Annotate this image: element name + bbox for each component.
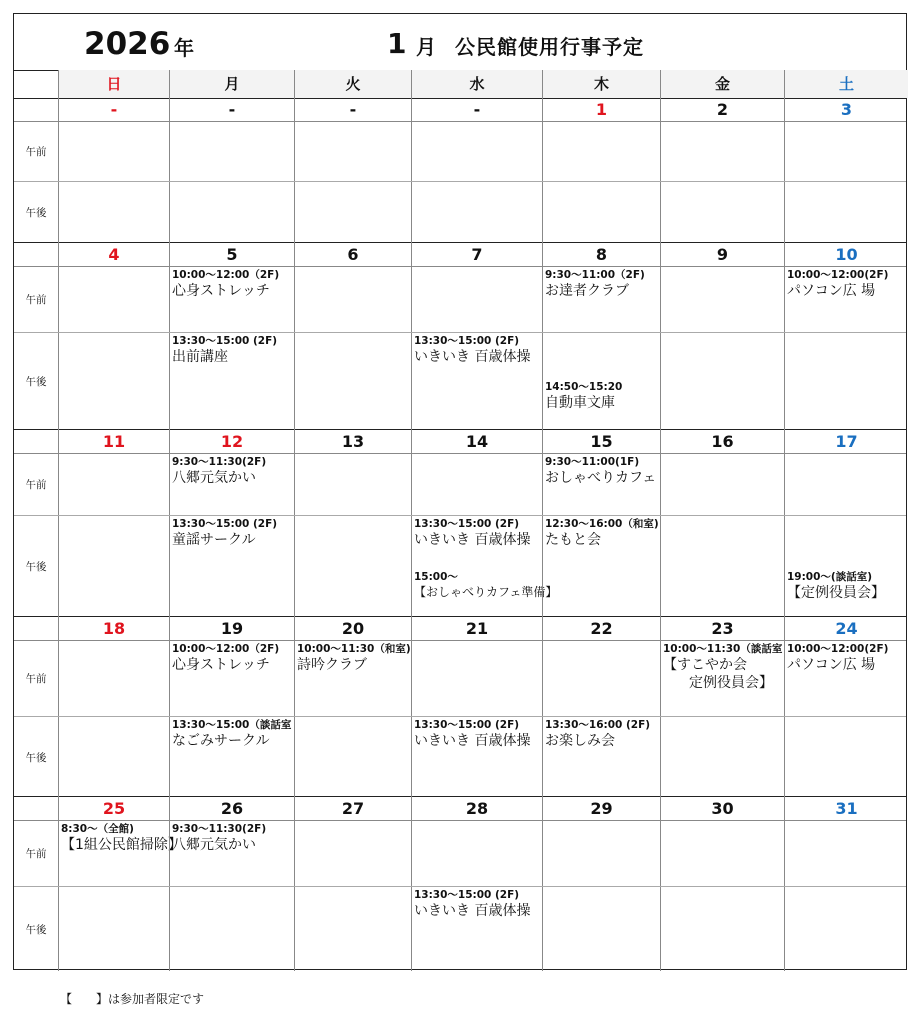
date-cell: 19 [169,617,294,641]
date-cell: 10 [784,243,908,267]
event-time: 10:00～12:00（2F) [172,269,280,281]
event-entry [787,269,888,300]
event-time: 10:00～12:00（2F) [172,643,280,655]
event-time: 13:30～16:00 (2F) [545,719,651,731]
date-cell: 20 [294,617,411,641]
event-name: 八郷元気かい [172,470,256,486]
event-name: 【おしゃべりカフェ準備】 [414,585,558,599]
afternoon-slot-row [14,887,906,971]
afternoon-slot-row [14,333,906,430]
date-cell: 17 [784,430,908,454]
weekday-header-5: 金 [660,70,784,98]
schedule-cell [542,516,660,617]
date-cell: 14 [411,430,542,454]
schedule-cell [411,641,542,716]
date-cell: - [411,98,542,122]
date-cell: 21 [411,617,542,641]
event-time: 15:00～ [414,571,458,583]
event-name: いきいき 百歳体操 [414,733,531,749]
schedule-cell [411,333,542,430]
event-time: 9:30～11:30(2F) [172,823,267,835]
date-cell: 28 [411,797,542,821]
schedule-cell [411,182,542,243]
month: 1 [387,27,407,60]
event-name: いきいき 百歳体操 [414,532,531,548]
schedule-cell [542,717,660,797]
date-cell: 6 [294,243,411,267]
weekday-header-row [14,70,906,99]
date-cell: 11 [58,430,169,454]
event-entry [172,823,266,854]
schedule-cell [294,267,411,332]
event-name: 八郷元気かい [172,837,256,853]
schedule-cell [58,717,169,797]
event-entry [545,719,650,750]
schedule-cell [542,122,660,181]
event-entry [787,643,888,674]
event-name: 【1組公民館掃除】 [61,837,182,853]
schedule-cell [660,333,784,430]
schedule-cell [58,821,182,886]
schedule-cell [660,821,784,886]
date-cell: 7 [411,243,542,267]
afternoon-slot-row [14,516,906,617]
event-entry [172,643,279,674]
date-cell: 1 [542,98,660,122]
event-name: お達者クラブ [545,283,629,299]
month-unit: 月 [416,35,436,59]
event-entry [172,719,291,750]
event-entry [545,518,659,549]
schedule-cell [294,333,411,430]
event-time: 19:00～(談話室) [787,571,873,583]
schedule-cell [411,516,558,617]
event-name: 童謡サークル [172,532,256,548]
schedule-cell [784,122,908,181]
event-name: 【定例役員会】 [787,585,885,601]
schedule-cell [542,887,660,971]
schedule-cell [784,717,908,797]
schedule-cell [294,182,411,243]
date-cell: 22 [542,617,660,641]
schedule-cell [660,267,784,332]
schedule-cell [411,454,542,515]
afternoon-label: 午後 [25,923,47,936]
schedule-cell [169,182,294,243]
schedule-cell [294,122,411,181]
event-time: 13:30～15:00 (2F) [414,719,520,731]
event-name: 出前講座 [172,349,228,365]
schedule-cell [58,267,169,332]
weekday-header-3: 水 [411,70,542,98]
event-time: 9:30～11:30(2F) [172,456,267,468]
schedule-cell [784,516,908,617]
event-entry [545,381,622,412]
date-cell: 29 [542,797,660,821]
event-entry [545,456,656,487]
date-cell: 5 [169,243,294,267]
event-entry [545,269,645,300]
calendar-title: 公民館使用行事予定 [455,35,644,59]
event-entry [414,571,557,600]
schedule-cell [169,821,294,886]
date-cell: 31 [784,797,908,821]
schedule-cell [542,333,660,430]
date-cell: 3 [784,98,908,122]
event-name: いきいき 百歳体操 [414,349,531,365]
calendar-header [14,14,906,71]
event-name: 心身ストレッチ [172,283,270,299]
event-entry [663,643,782,692]
schedule-cell [169,717,294,797]
year: 2026 [84,26,171,62]
schedule-cell [660,641,784,716]
date-cell: 27 [294,797,411,821]
event-time: 10:00～12:00(2F) [787,269,889,281]
schedule-cell [784,267,908,332]
event-entry [414,335,530,366]
date-cell: 2 [660,98,784,122]
date-cell: 9 [660,243,784,267]
date-cell: - [169,98,294,122]
event-name: パソコン広 場 [787,657,876,673]
schedule-cell [660,454,784,515]
date-cell: 13 [294,430,411,454]
event-name: たもと会 [545,532,601,548]
event-time: 13:30～15:00 (2F) [172,335,278,347]
date-cell: 24 [784,617,908,641]
schedule-cell [784,333,908,430]
schedule-cell [542,821,660,886]
event-time: 13:30～15:00 (2F) [172,518,278,530]
schedule-cell [411,267,542,332]
event-name: 詩吟クラブ [297,657,367,673]
schedule-cell [660,122,784,181]
event-time: 9:30～11:00(1F) [545,456,640,468]
date-cell: 16 [660,430,784,454]
week-row [14,243,906,430]
morning-slot-row [14,641,906,717]
schedule-cell [411,717,542,797]
event-time: 8:30～（全館) [61,823,134,835]
morning-label: 午前 [25,673,47,685]
morning-slot-row [14,122,906,182]
schedule-cell [169,641,294,716]
afternoon-label: 午後 [25,751,47,764]
date-cell: 8 [542,243,660,267]
schedule-cell [169,887,294,971]
schedule-cell [294,454,411,515]
schedule-cell [784,887,908,971]
schedule-cell [784,821,908,886]
schedule-cell [58,122,169,181]
schedule-cell [542,641,660,716]
schedule-cell [169,267,294,332]
schedule-cell [169,333,294,430]
event-entry [414,889,530,920]
schedule-cell [294,516,411,617]
schedule-cell [784,182,908,243]
afternoon-slot-row [14,182,906,243]
schedule-cell [542,267,660,332]
schedule-cell [58,641,169,716]
date-row [14,430,906,454]
date-cell: - [58,98,169,122]
date-cell: 12 [169,430,294,454]
schedule-cell [169,122,294,181]
schedule-cell [294,717,411,797]
morning-label: 午前 [25,146,47,158]
event-entry [172,335,277,366]
date-cell: 30 [660,797,784,821]
schedule-cell [58,887,169,971]
event-time: 10:00～11:30（和室) [297,643,411,655]
date-cell: - [294,98,411,122]
footer-note: 【 】は参加者限定です [60,992,205,1006]
schedule-cell [411,821,542,886]
date-cell: 15 [542,430,660,454]
week-row [14,430,906,617]
afternoon-label: 午後 [25,207,47,219]
weekday-header-1: 月 [169,70,294,98]
event-name-line2: 定例役員会】 [689,675,773,691]
afternoon-slot-row [14,717,906,797]
weekday-header-2: 火 [294,70,411,98]
event-time: 13:30～15:00 (2F) [414,518,520,530]
morning-label: 午前 [25,294,47,306]
event-entry [414,719,530,750]
event-name: 心身ストレッチ [172,657,270,673]
schedule-cell [542,182,660,243]
morning-label: 午前 [25,479,47,491]
event-time: 12:30～16:00（和室) [545,518,659,530]
event-entry [61,823,182,854]
schedule-cell [294,641,411,716]
schedule-cell [58,182,169,243]
schedule-cell [660,717,784,797]
morning-slot-row [14,267,906,333]
event-name: なごみサークル [172,733,270,749]
schedule-cell [58,516,169,617]
event-time: 10:00～11:30（談話室 [663,643,783,655]
date-row [14,98,906,122]
date-cell: 23 [660,617,784,641]
event-time: 10:00～12:00(2F) [787,643,889,655]
event-entry [787,571,885,602]
schedule-cell [294,887,411,971]
event-name: いきいき 百歳体操 [414,903,531,919]
event-time: 14:50～15:20 [545,381,623,393]
schedule-cell [784,641,908,716]
week-row [14,797,906,971]
event-name: お楽しみ会 [545,733,615,749]
schedule-cell [411,887,542,971]
date-row [14,243,906,267]
event-name: 自動車文庫 [545,395,615,411]
morning-label: 午前 [25,848,47,860]
date-row [14,617,906,641]
schedule-cell [660,887,784,971]
calendar-table [13,13,907,970]
date-cell: 25 [58,797,169,821]
weekday-header-0: 日 [58,70,169,98]
event-time: 13:30～15:00 (2F) [414,335,520,347]
weekday-header-4: 木 [542,70,660,98]
schedule-cell [660,182,784,243]
event-entry [172,269,279,300]
date-cell: 26 [169,797,294,821]
event-time: 13:30～15:00（談話室 [172,719,292,731]
event-entry [172,456,266,487]
event-entry [414,518,530,549]
event-name: 【すこやか会 [663,657,747,673]
schedule-cell [294,821,411,886]
schedule-cell [784,454,908,515]
schedule-cell [169,516,294,617]
schedule-cell [411,122,542,181]
afternoon-label: 午後 [25,561,47,573]
event-entry [172,518,277,549]
schedule-cell [660,516,784,617]
schedule-cell [58,454,169,515]
event-entry [297,643,411,674]
week-row [14,617,906,797]
event-name: パソコン広 場 [787,283,876,299]
event-time: 9:30～11:00（2F) [545,269,645,281]
morning-slot-row [14,821,906,887]
schedule-cell [58,333,169,430]
weekday-header-6: 土 [784,70,908,98]
schedule-cell [542,454,660,515]
date-row [14,797,906,821]
schedule-cell [169,454,294,515]
event-name: おしゃべりカフェ [545,470,657,486]
event-time: 13:30～15:00 (2F) [414,889,520,901]
date-cell: 18 [58,617,169,641]
morning-slot-row [14,454,906,516]
week-row [14,98,906,243]
year-unit: 年 [174,36,194,60]
date-cell: 4 [58,243,169,267]
afternoon-label: 午後 [25,376,47,388]
